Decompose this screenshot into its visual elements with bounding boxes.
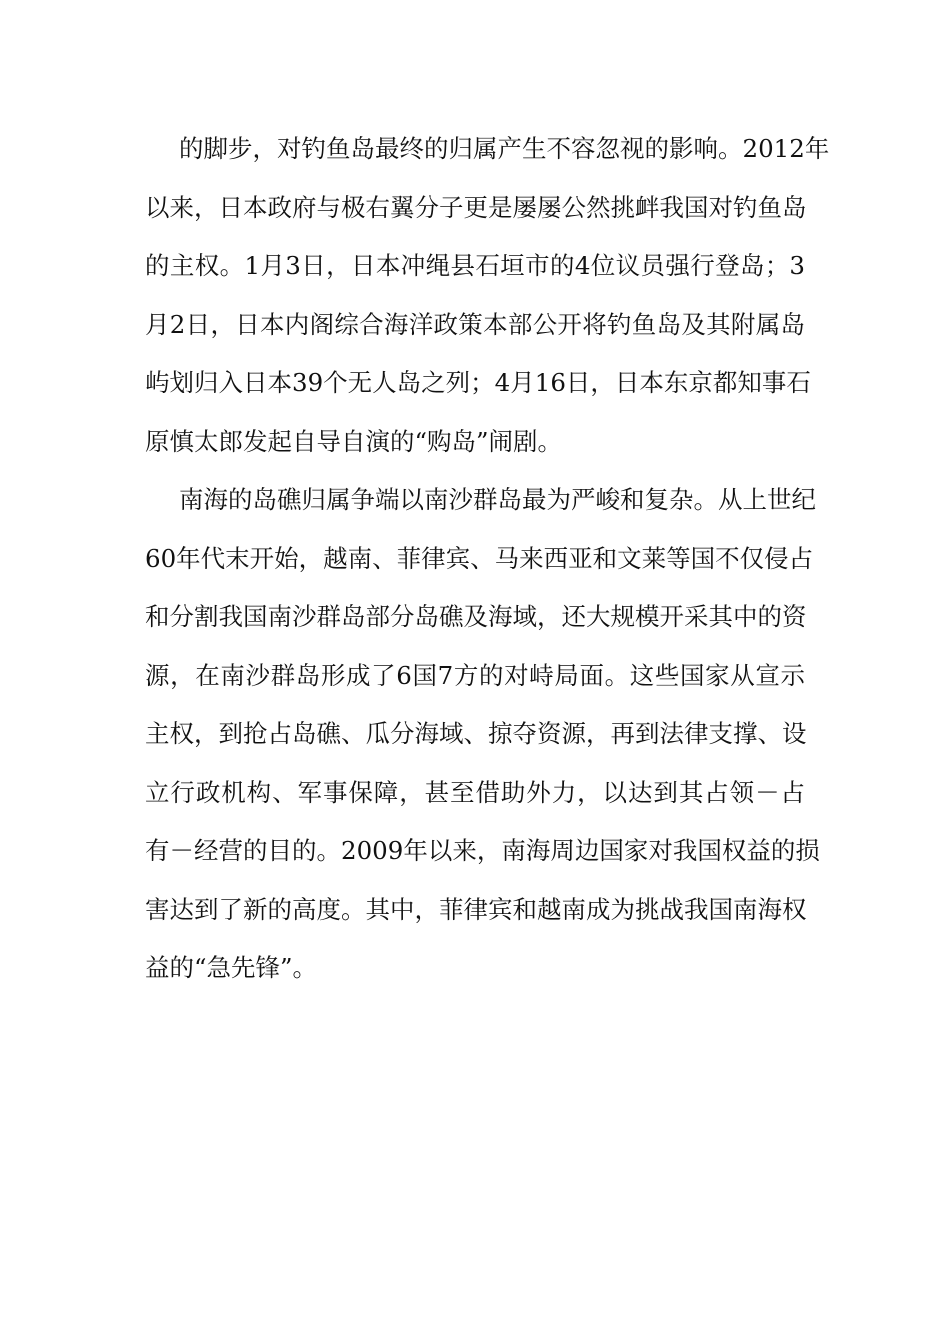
text-line: 立行政机构、军事保障，甚至借助外力，以达到其占领－占 — [145, 777, 805, 807]
text-line: 月2日，日本内阁综合海洋政策本部公开将钓鱼岛及其附属岛 — [145, 309, 805, 339]
text-line: 原慎太郎发起自导自演的“购岛”闹剧。 — [145, 426, 563, 456]
text-line: 60年代末开始，越南、菲律宾、马来西亚和文莱等国不仅侵占 — [145, 543, 814, 573]
text-line: 害达到了新的高度。其中，菲律宾和越南成为挑战我国南海权 — [145, 894, 807, 924]
text-line: 南海的岛礁归属争端以南沙群岛最为严峻和复杂。从上世纪 — [179, 485, 816, 514]
text-line: 有－经营的目的。2009年以来，南海周边国家对我国权益的损 — [145, 836, 820, 865]
paragraph-south-china-sea — [145, 471, 820, 998]
text-line: 屿划归入日本39个无人岛之列；4月16日，日本东京都知事石 — [145, 368, 811, 397]
text-line: 的主权。1月3日，日本冲绳县石垣市的4位议员强行登岛；3 — [145, 251, 805, 280]
text-line: 以来，日本政府与极右翼分子更是屡屡公然挑衅我国对钓鱼岛 — [145, 192, 807, 222]
paragraph-diaoyu — [145, 120, 830, 471]
text-line: 和分割我国南沙群岛部分岛礁及海域，还大规模开采其中的资 — [145, 602, 807, 631]
document-body — [145, 120, 830, 998]
text-line: 益的“急先锋”。 — [145, 953, 318, 982]
text-line: 主权，到抢占岛礁、瓜分海域、掠夺资源，再到法律支撑、设 — [145, 719, 807, 748]
text-line: 源，在南沙群岛形成了6国7方的对峙局面。这些国家从宣示 — [145, 660, 805, 690]
text-line: 的脚步，对钓鱼岛最终的归属产生不容忽视的影响。2012年 — [179, 134, 830, 163]
